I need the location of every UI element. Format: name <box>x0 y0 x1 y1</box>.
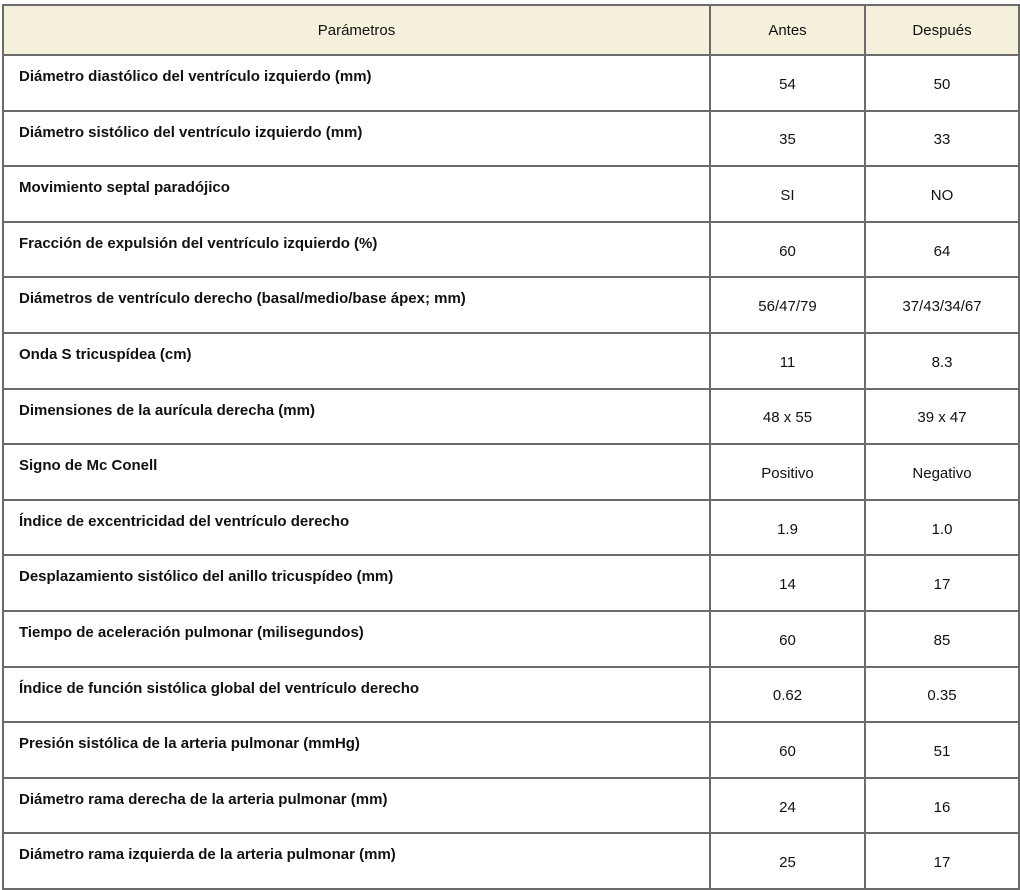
parameter-cell: Signo de Mc Conell <box>3 444 710 500</box>
table-row <box>3 389 1019 445</box>
table-row <box>3 778 1019 834</box>
after-value: 37/43/34/67 <box>865 277 1019 333</box>
before-value: 54 <box>710 55 865 111</box>
parameter-cell: Diámetro rama derecha de la arteria pulmonar (mm) <box>3 778 710 834</box>
table-row <box>3 277 1019 333</box>
before-value: 24 <box>710 778 865 834</box>
before-value: 60 <box>710 722 865 778</box>
before-value: 11 <box>710 333 865 389</box>
parameter-cell: Tiempo de aceleración pulmonar (milisegundos) <box>3 611 710 667</box>
after-value: 39 x 47 <box>865 389 1019 445</box>
table-row <box>3 333 1019 389</box>
after-value: 8.3 <box>865 333 1019 389</box>
after-value: 50 <box>865 55 1019 111</box>
table-row <box>3 222 1019 278</box>
before-value: 35 <box>710 111 865 167</box>
after-value: 17 <box>865 555 1019 611</box>
parameter-cell: Diámetros de ventrículo derecho (basal/medio/base ápex; mm) <box>3 277 710 333</box>
after-value: 85 <box>865 611 1019 667</box>
before-value: Positivo <box>710 444 865 500</box>
table-row <box>3 500 1019 556</box>
parameter-cell: Onda S tricuspídea (cm) <box>3 333 710 389</box>
before-value: 60 <box>710 222 865 278</box>
after-value: Negativo <box>865 444 1019 500</box>
before-value: 48 x 55 <box>710 389 865 445</box>
table-row <box>3 611 1019 667</box>
before-value: SI <box>710 166 865 222</box>
before-value: 60 <box>710 611 865 667</box>
table-row <box>3 444 1019 500</box>
header-parameters: Parámetros <box>3 5 710 55</box>
after-value: 16 <box>865 778 1019 834</box>
parameter-cell: Índice de excentricidad del ventrículo derecho <box>3 500 710 556</box>
header-row <box>3 5 1019 55</box>
table-row <box>3 111 1019 167</box>
table-row <box>3 722 1019 778</box>
parameter-cell: Índice de función sistólica global del ventrículo derecho <box>3 667 710 723</box>
parameter-cell: Dimensiones de la aurícula derecha (mm) <box>3 389 710 445</box>
after-value: 0.35 <box>865 667 1019 723</box>
after-value: 64 <box>865 222 1019 278</box>
parameter-cell: Presión sistólica de la arteria pulmonar (mmHg) <box>3 722 710 778</box>
after-value: NO <box>865 166 1019 222</box>
parameter-cell: Diámetro rama izquierda de la arteria pulmonar (mm) <box>3 833 710 889</box>
before-value: 1.9 <box>710 500 865 556</box>
table-row <box>3 555 1019 611</box>
after-value: 1.0 <box>865 500 1019 556</box>
table-row <box>3 833 1019 889</box>
table-row <box>3 667 1019 723</box>
after-value: 51 <box>865 722 1019 778</box>
parameter-cell: Movimiento septal paradójico <box>3 166 710 222</box>
table-row <box>3 55 1019 111</box>
before-value: 14 <box>710 555 865 611</box>
parameter-cell: Diámetro diastólico del ventrículo izquierdo (mm) <box>3 55 710 111</box>
table-row <box>3 166 1019 222</box>
parameter-cell: Desplazamiento sistólico del anillo tricuspídeo (mm) <box>3 555 710 611</box>
before-value: 25 <box>710 833 865 889</box>
header-before: Antes <box>710 5 865 55</box>
after-value: 33 <box>865 111 1019 167</box>
before-value: 56/47/79 <box>710 277 865 333</box>
before-value: 0.62 <box>710 667 865 723</box>
after-value: 17 <box>865 833 1019 889</box>
echo-parameters-table <box>2 4 1020 890</box>
header-after: Después <box>865 5 1019 55</box>
parameter-cell: Fracción de expulsión del ventrículo izquierdo (%) <box>3 222 710 278</box>
parameter-cell: Diámetro sistólico del ventrículo izquierdo (mm) <box>3 111 710 167</box>
